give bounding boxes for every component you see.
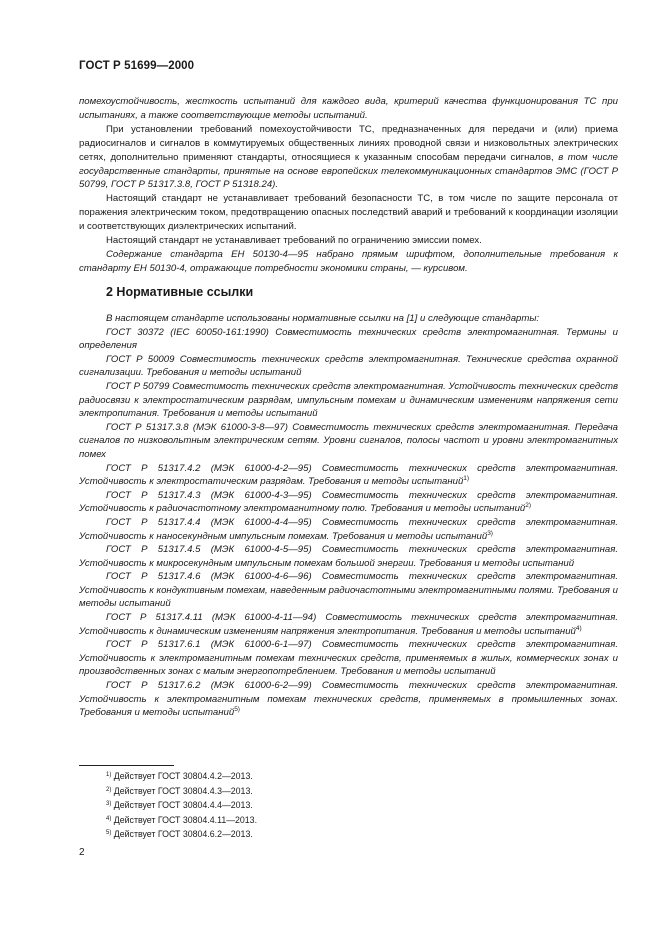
- footnote-text: Действует ГОСТ 30804.4.3—2013.: [113, 785, 253, 796]
- reference-item: [79, 516, 618, 543]
- reference-item: [79, 326, 618, 353]
- intro-paragraph: Содержание стандарта ЕН 50130-4—95 набрано прямым шрифтом, дополнительные требования к стандарту ЕН 50130-4, отражающие потребности экономики страны, — курсивом.: [79, 248, 618, 274]
- intro-paragraph: Настоящий стандарт не устанавливает требований по ограничению эмиссии помех.: [106, 235, 482, 247]
- reference-item: [79, 679, 618, 720]
- reference-item: [79, 462, 618, 489]
- footnote-marker: 3): [487, 529, 493, 537]
- reference-item: [79, 611, 618, 638]
- footnote-mark: 4): [106, 815, 112, 822]
- reference-item: [79, 421, 618, 462]
- reference-text: ГОСТ Р 51317.4.6 (МЭК 61000-4-6—96) Совместимость технических средств электромагнитная. Устойчивость к кондуктивным помехам, наведенным радиочастотными электромагнитными полями. Требования и методы испытаний: [79, 571, 618, 610]
- footnote-text: Действует ГОСТ 30804.4.4—2013.: [113, 800, 253, 810]
- references-lead: В настоящем стандарте использованы нормативные ссылки на [1] и следующие стандарты:: [106, 313, 540, 324]
- footnote-item: [106, 784, 257, 799]
- reference-item: [79, 570, 618, 611]
- intro-block: [79, 95, 618, 276]
- reference-text: ГОСТ Р 51317.3.8 (МЭК 61000-3-8—97) Совместимость технических средств электромагнитная. Передача сигналов по низковольтным электрическим сетям. Уровни сигналов, полосы частот и уровни электромагнитных помех: [79, 421, 618, 460]
- reference-text: ГОСТ 30372 (IEC 60050-161:1990) Совместимость технических средств электромагнитная. Термины и определения: [79, 326, 618, 352]
- intro-paragraph: [79, 123, 618, 193]
- section-heading: 2 Нормативные ссылки: [106, 285, 254, 299]
- footnote-mark: 3): [106, 801, 112, 807]
- footnote-marker: 1): [463, 475, 470, 483]
- references-block: [79, 312, 618, 720]
- footnote-mark: 1): [106, 772, 112, 778]
- document-header: ГОСТ Р 51699—2000: [79, 60, 195, 72]
- footnote-item: [106, 769, 257, 784]
- footnote-item: [106, 798, 257, 813]
- intro-paragraph: помехоустойчивость, жесткость испытаний для каждого вида, критерий качества функционирования ТС при испытаниях, а также соответствующие методы испытаний.: [79, 96, 618, 121]
- paragraph-text: При установлении требований помехоустойчивости ТС, предназначенных для передачи и (или) приема радиосигналов и сигналов в коммутируемых общественных линиях проводной связи и низковольтных электрических сетях, дополнительно применяют стандарты, относящиеся к указанным способам передачи сигналов,: [79, 123, 618, 163]
- reference-text: ГОСТ Р 51317.6.2 (МЭК 61000-6-2—99) Совместимость технических средств электромагнитная. Устойчивость к электромагнитным помехам технических средств, применяемых в промышленных зонах. Требования и методы испытаний: [79, 680, 618, 719]
- footnote-marker: 2): [525, 502, 532, 510]
- footnote-separator: [79, 765, 174, 766]
- reference-text: ГОСТ Р 51317.4.11 (МЭК 61000-4-11—94) Совместимость технических средств электромагнитная. Устойчивость к динамическим изменениям напряжения электропитания. Требования и методы испытаний: [79, 612, 618, 637]
- paragraph-italic-text: в том числе государственные стандарты, принятые на основе европейских телекоммуникационных стандартов ЭМС (ГОСТ Р 50799, ГОСТ Р 51317.3.8, ГОСТ Р 51318.24).: [79, 151, 618, 191]
- reference-list: [79, 326, 618, 720]
- reference-text: ГОСТ Р 51317.4.2 (МЭК 61000-4-2—95) Совместимость технических средств электромагнитная. Устойчивость к электростатическим разрядам. Требования и методы испытаний: [79, 462, 618, 488]
- reference-item: [79, 353, 618, 380]
- footnote-mark: 2): [106, 786, 112, 793]
- footnote-item: [106, 813, 257, 828]
- footnote-text: Действует ГОСТ 30804.4.2—2013.: [113, 771, 253, 781]
- reference-item: [79, 543, 618, 570]
- footnote-text: Действует ГОСТ 30804.6.2—2013.: [113, 829, 253, 839]
- footnote-item: [106, 827, 257, 842]
- reference-text: ГОСТ Р 50799 Совместимость технических средств электромагнитная. Устойчивость технических средств радиосвязи к электростатическим разрядам, импульсным помехам и динамическим изменениям напряжения сети электропитания. Требования и методы испытаний: [79, 380, 618, 420]
- page-number: 2: [79, 847, 85, 858]
- reference-item: [79, 638, 618, 679]
- footnote-text: Действует ГОСТ 30804.4.11—2013.: [113, 814, 258, 825]
- footnote-marker: 4): [575, 624, 582, 632]
- reference-text: ГОСТ Р 51317.4.5 (МЭК 61000-4-5—95) Совместимость технических средств электромагнитная. Устойчивость к микросекундным импульсным помехам большой энергии. Требования и методы испытаний: [79, 544, 618, 569]
- reference-text: ГОСТ Р 51317.4.3 (МЭК 61000-4-3—95) Совместимость технических средств электромагнитная. Устойчивость к радиочастотному электромагнитному полю. Требования и методы испытаний: [79, 489, 618, 515]
- reference-text: ГОСТ Р 50009 Совместимость технических средств электромагнитная. Технические средства охранной сигнализации. Требования и методы испытаний: [79, 353, 618, 379]
- footnote-mark: 5): [106, 830, 112, 836]
- intro-paragraph: Настоящий стандарт не устанавливает требований безопасности ТС, в том числе по защите персонала от поражения электрическим током, предотвращению опасных последствий аварий и требований к координации изоляции и соответствующих диэлектрических испытаний.: [79, 193, 618, 233]
- footnote-marker: 5): [234, 706, 240, 714]
- reference-item: [79, 489, 618, 516]
- reference-text: ГОСТ Р 51317.6.1 (МЭК 61000-6-1—97) Совместимость технических средств электромагнитная. Устойчивость к электромагнитным помехам технических средств, применяемых в жилых, коммерческих зонах и производственных зонах с малым энергопотреблением. Требования и методы испытаний: [79, 639, 618, 678]
- reference-text: ГОСТ Р 51317.4.4 (МЭК 61000-4-4—95) Совместимость технических средств электромагнитная. Устойчивость к наносекундным импульсным помехам. Требования и методы испытаний: [79, 516, 618, 542]
- footnotes: [106, 769, 257, 842]
- reference-item: [79, 380, 618, 421]
